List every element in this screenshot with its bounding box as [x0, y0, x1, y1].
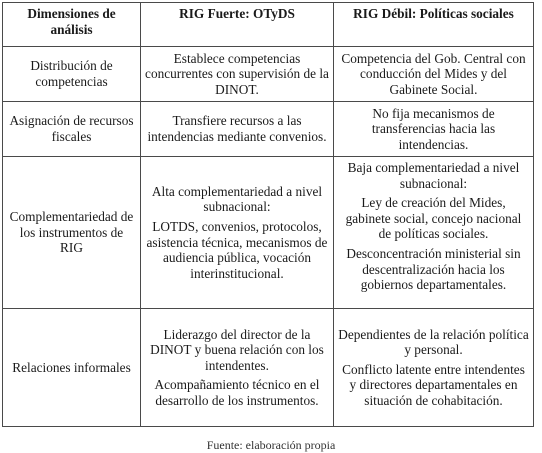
cell-paragraph: Liderazgo del director de la DINOT y buena relación con los intendentes.	[150, 326, 324, 373]
dimension-cell: Asignación de recursos fiscales	[3, 102, 141, 157]
cell-paragraph: Alta complementariedad a nivel subnacional:	[151, 183, 323, 215]
header-strong: RIG Fuerte: OTyDS	[141, 3, 334, 47]
dimension-cell: Distribución de competencias	[3, 47, 141, 102]
header-row	[3, 3, 534, 47]
cell-paragraph: Dependientes de la relación política y personal.	[338, 326, 529, 358]
cell-paragraph: Acompañamiento técnico en el desarrollo de los instrumentos.	[154, 377, 320, 408]
table-row	[3, 47, 534, 102]
table-row	[3, 309, 534, 427]
cell-paragraph: Baja complementariedad a nivel subnacional:	[347, 160, 520, 191]
weak-cell	[334, 102, 534, 157]
cell-paragraph: Competencia del Gob. Central con conducción del Mides y del Gabinete Social.	[341, 50, 526, 97]
weak-cell	[334, 309, 534, 427]
strong-cell	[141, 157, 334, 309]
header-dimension: Dimensiones de análisis	[3, 3, 141, 47]
dimension-cell: Complementariedad de los instrumentos de RIG	[3, 157, 141, 309]
cell-paragraph: Establece competencias concurrentes con supervisión de la DINOT.	[145, 50, 329, 97]
cell-paragraph: Conflicto latente entre intendentes y directores departamentales en situación de cohabitación.	[342, 361, 525, 408]
strong-cell	[141, 309, 334, 427]
table-row	[3, 157, 534, 309]
cell-paragraph: Transfiere recursos a las intendencias mediante convenios.	[147, 113, 327, 144]
weak-cell	[334, 47, 534, 102]
cell-paragraph: No fija mecanismos de transferencias hacia las intendencias.	[371, 105, 496, 152]
cell-paragraph: LOTDS, convenios, protocolos, asistencia técnica, mecanismos de audiencia pública, vocación interinstitucional.	[146, 218, 328, 281]
comparison-table	[2, 2, 534, 427]
cell-paragraph: Ley de creación del Mides, gabinete social, concejo nacional de políticas sociales.	[345, 195, 522, 242]
table-row	[3, 102, 534, 157]
strong-cell	[141, 102, 334, 157]
weak-cell	[334, 157, 534, 309]
table-source-note: Fuente: elaboración propia	[206, 438, 336, 452]
dimension-cell: Relaciones informales	[3, 309, 141, 427]
header-weak: RIG Débil: Políticas sociales	[334, 3, 534, 47]
strong-cell	[141, 47, 334, 102]
cell-paragraph: Desconcentración ministerial sin descentralización hacia los gobiernos departamentales.	[346, 245, 521, 293]
